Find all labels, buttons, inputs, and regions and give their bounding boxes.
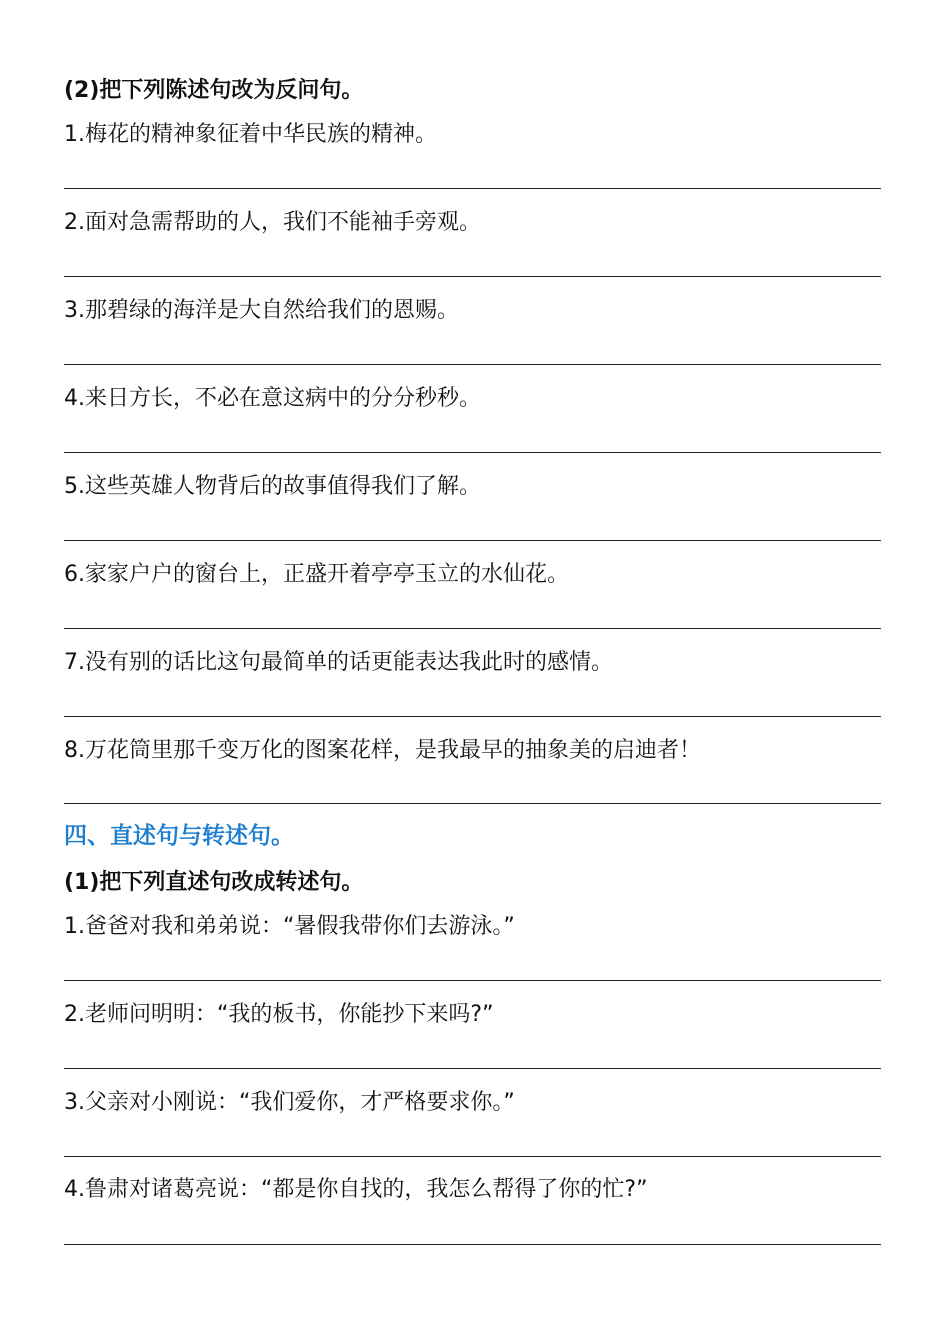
part2-item-2: 2.面对急需帮助的人，我们不能袖手旁观。 [64, 210, 481, 235]
part2-item-1: 1.梅花的精神象征着中华民族的精神。 [64, 122, 437, 147]
part2-item-5: 5.这些英雄人物背后的故事值得我们了解。 [64, 474, 481, 499]
answer-line[interactable] [64, 980, 881, 981]
answer-line[interactable] [64, 452, 881, 453]
section4-title: 四、直述句与转述句。 [64, 823, 294, 849]
section4-item-2: 2.老师问明明：“我的板书，你能抄下来吗?” [64, 1002, 494, 1027]
answer-line[interactable] [64, 803, 881, 804]
answer-line[interactable] [64, 1244, 881, 1245]
part2-item-3: 3.那碧绿的海洋是大自然给我们的恩赐。 [64, 298, 459, 323]
answer-line[interactable] [64, 628, 881, 629]
part2-item-4: 4.来日方长，不必在意这病中的分分秒秒。 [64, 386, 481, 411]
part2-item-7: 7.没有别的话比这句最简单的话更能表达我此时的感情。 [64, 650, 613, 675]
answer-line[interactable] [64, 276, 881, 277]
section4-item-4: 4.鲁肃对诸葛亮说：“都是你自找的，我怎么帮得了你的忙?” [64, 1177, 648, 1202]
part2-item-8: 8.万花筒里那千变万化的图案花样，是我最早的抽象美的启迪者！ [64, 738, 701, 763]
section4-item-3: 3.父亲对小刚说：“我们爱你，才严格要求你。” [64, 1090, 515, 1115]
section4-item-1: 1.爸爸对我和弟弟说：“暑假我带你们去游泳。” [64, 914, 515, 939]
answer-line[interactable] [64, 364, 881, 365]
answer-line[interactable] [64, 716, 881, 717]
answer-line[interactable] [64, 1156, 881, 1157]
part2-item-6: 6.家家户户的窗台上，正盛开着亭亭玉立的水仙花。 [64, 562, 569, 587]
answer-line[interactable] [64, 1068, 881, 1069]
section4-part1-heading: (1)把下列直述句改成转述句。 [64, 870, 364, 895]
answer-line[interactable] [64, 540, 881, 541]
answer-line[interactable] [64, 188, 881, 189]
part2-heading: (2)把下列陈述句改为反问句。 [64, 78, 364, 103]
